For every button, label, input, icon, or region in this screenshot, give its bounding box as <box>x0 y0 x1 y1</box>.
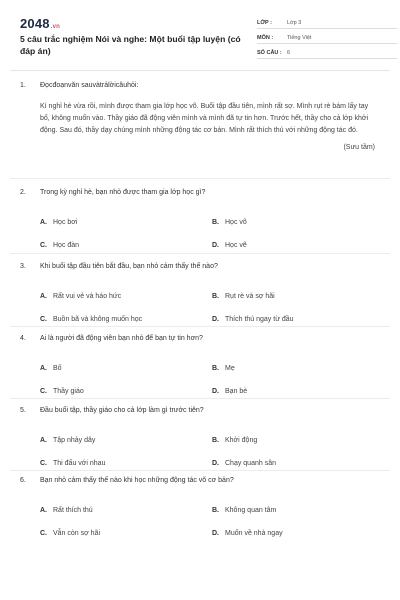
question-instruction: Đọcđoạnvăn sauvàtrảlờicâuhỏi: <box>40 82 139 89</box>
option-text: Không quan tâm <box>225 507 277 514</box>
option-text: Khởi động <box>225 437 258 444</box>
question-text: Khi buổi tập đầu tiên bắt đầu, bạn nhỏ cảm thấy thế nào? <box>40 263 218 270</box>
option-c[interactable] <box>40 315 142 325</box>
site-logo[interactable] <box>20 16 60 31</box>
option-text: Rất vui vẻ và háo hức <box>53 293 122 300</box>
document-title: 5 câu trắc nghiệm Nói và nghe: Một buổi tập luyện (có đáp án) <box>20 34 241 56</box>
option-b[interactable] <box>212 292 275 302</box>
option-letter: B. <box>212 437 219 444</box>
option-b[interactable] <box>212 506 276 516</box>
option-letter: C. <box>40 316 47 323</box>
option-letter: A. <box>40 507 47 514</box>
question-header <box>20 476 380 486</box>
option-text: Thích thú ngay từ đầu <box>225 316 294 323</box>
option-text: Học vẽ <box>225 242 247 249</box>
option-text: Bạn bè <box>225 388 248 395</box>
meta-row-count <box>257 44 397 59</box>
question-text: Bạn nhỏ cảm thấy thế nào khi học những động tác võ cơ bản? <box>40 477 234 484</box>
meta-key: MÔN : <box>257 35 274 41</box>
option-d[interactable] <box>212 459 276 469</box>
meta-row-class <box>257 14 397 29</box>
option-text: Học bơi <box>53 219 78 226</box>
option-a[interactable] <box>40 364 62 374</box>
option-text: Buồn bã và không muốn học <box>53 316 143 323</box>
question-3 <box>20 262 380 323</box>
passage-source: (Sưu tầm) <box>343 144 375 151</box>
option-letter: B. <box>212 365 219 372</box>
question-2 <box>20 188 380 249</box>
option-letter: A. <box>40 219 47 226</box>
option-a[interactable] <box>40 436 95 446</box>
option-letter: D. <box>212 530 219 537</box>
question-header <box>20 262 380 272</box>
logo-main: 2048 <box>20 16 50 31</box>
option-text: Chạy quanh sân <box>225 460 276 467</box>
option-letter: D. <box>212 460 219 467</box>
question-4 <box>20 334 380 395</box>
option-letter: C. <box>40 460 47 467</box>
option-text: Rụt rè và sợ hãi <box>225 293 275 300</box>
option-c[interactable] <box>40 241 79 251</box>
option-a[interactable] <box>40 292 121 302</box>
option-d[interactable] <box>212 529 283 539</box>
reading-passage: Kì nghỉ hè vừa rồi, mình được tham gia lớp học võ. Buổi tập đầu tiên, mình rất sợ. Mình rụt rè bám lấy tay bố, không muốn vào. Thầy giáo đã động viên mình và mình đã tự tin hơn. Trước hết, thầy cho cả lớp khởi động. Sau đó, thầy dạy chúng mình những động tác cơ bản. Mình rất thích thú với những động tác đó. <box>40 103 369 134</box>
option-b[interactable] <box>212 364 235 374</box>
page-header <box>20 12 380 62</box>
option-text: Học võ <box>225 219 247 226</box>
question-divider <box>10 470 390 471</box>
question-divider <box>10 398 390 399</box>
option-a[interactable] <box>40 506 93 516</box>
option-text: Muốn về nhà ngay <box>225 530 283 537</box>
option-text: Mẹ <box>225 365 235 372</box>
option-letter: B. <box>212 507 219 514</box>
option-text: Rất thích thú <box>53 507 93 514</box>
option-c[interactable] <box>40 387 84 397</box>
option-text: Thầy giáo <box>53 388 84 395</box>
option-c[interactable] <box>40 459 105 469</box>
meta-table <box>257 14 397 59</box>
option-letter: D. <box>212 316 219 323</box>
option-letter: A. <box>40 437 47 444</box>
option-c[interactable] <box>40 529 100 539</box>
option-letter: A. <box>40 293 47 300</box>
question-6 <box>20 476 380 537</box>
meta-key: LỚP : <box>257 20 272 26</box>
meta-row-subject <box>257 29 397 44</box>
option-letter: C. <box>40 530 47 537</box>
question-number: 1. <box>20 82 26 89</box>
header-divider <box>10 70 390 71</box>
option-letter: A. <box>40 365 47 372</box>
question-text: Trong kỳ nghỉ hè, bạn nhỏ được tham gia lớp học gì? <box>40 189 206 196</box>
option-letter: B. <box>212 293 219 300</box>
option-b[interactable] <box>212 218 247 228</box>
question-5 <box>20 406 380 467</box>
question-header <box>20 334 380 344</box>
option-text: Thi đấu với nhau <box>53 460 106 467</box>
option-b[interactable] <box>212 436 257 446</box>
question-number: 3. <box>20 263 26 270</box>
question-divider <box>10 253 390 254</box>
option-letter: D. <box>212 242 219 249</box>
meta-key: SỐ CÂU : <box>257 50 282 56</box>
question-header <box>20 188 380 198</box>
meta-value: 6 <box>287 50 291 56</box>
question-header <box>20 81 380 91</box>
option-letter: C. <box>40 242 47 249</box>
logo-suffix: .vn <box>50 24 61 30</box>
option-a[interactable] <box>40 218 77 228</box>
option-d[interactable] <box>212 315 294 325</box>
question-divider <box>10 178 390 179</box>
option-d[interactable] <box>212 241 247 251</box>
option-text: Vẫn còn sợ hãi <box>53 530 101 537</box>
option-text: Tập nhảy dây <box>53 437 96 444</box>
meta-value: Lớp 3 <box>287 20 302 26</box>
option-text: Học đàn <box>53 242 80 249</box>
question-number: 6. <box>20 477 26 484</box>
option-d[interactable] <box>212 387 247 397</box>
question-number: 5. <box>20 407 26 414</box>
option-letter: C. <box>40 388 47 395</box>
question-text: Đầu buổi tập, thầy giáo cho cả lớp làm gì trước tiên? <box>40 407 204 414</box>
option-letter: D. <box>212 388 219 395</box>
question-number: 2. <box>20 189 26 196</box>
question-header <box>20 406 380 416</box>
question-text: Ai là người đã động viên bạn nhỏ để bạn tự tin hơn? <box>40 335 203 342</box>
question-number: 4. <box>20 335 26 342</box>
question-1 <box>20 81 380 151</box>
option-text: Bố <box>53 365 62 372</box>
option-letter: B. <box>212 219 219 226</box>
meta-value: Tiếng Việt <box>287 35 312 41</box>
question-divider <box>10 326 390 327</box>
